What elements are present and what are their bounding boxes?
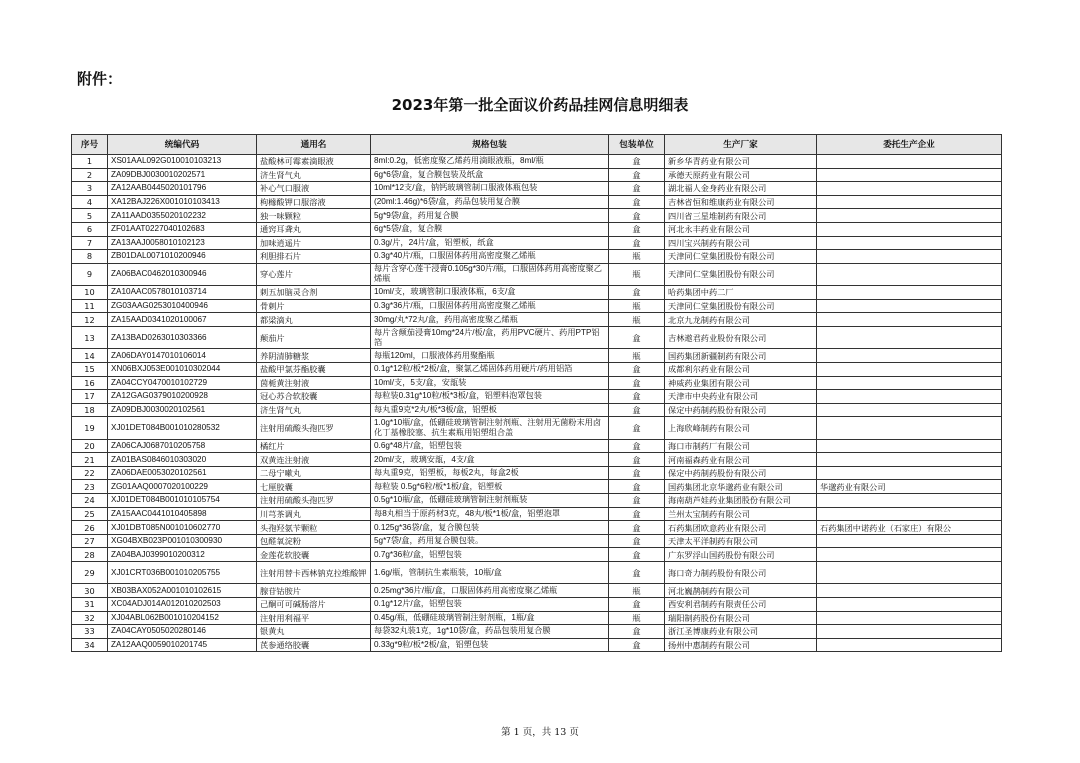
cell-code: ZA12AAB0445020101796 [108, 182, 257, 196]
document-title: 2023年第一批全面议价药品挂网信息明细表 [391, 96, 689, 114]
page-footer: 第 1 页，共 13 页 [501, 727, 579, 738]
cell-manufacturer: 吉林遨君药业股份有限公司 [665, 326, 817, 348]
cell-no: 23 [72, 480, 108, 494]
cell-spec: 每丸重9克*2丸/板*3板/盒，铝塑板 [371, 403, 609, 417]
cell-manufacturer: 瑞阳制药股份有限公司 [665, 611, 817, 625]
cell-manufacturer: 兰州太宝制药有限公司 [665, 507, 817, 521]
cell-unit: 盒 [609, 417, 665, 439]
cell-code: XN06BXJ053E001010302044 [108, 362, 257, 376]
cell-consignor [817, 548, 1002, 562]
cell-name: 注射用利福平 [257, 611, 371, 625]
cell-name: 头孢羟氨苄颗粒 [257, 521, 371, 535]
cell-name: 都梁滴丸 [257, 313, 371, 327]
cell-no: 16 [72, 376, 108, 390]
cell-name: 注射用硫酸头孢匹罗 [257, 494, 371, 508]
cell-no: 8 [72, 250, 108, 264]
cell-code: ZA06CAJ0687010205758 [108, 439, 257, 453]
cell-name: 橘红片 [257, 439, 371, 453]
cell-name: 包醛氧淀粉 [257, 534, 371, 548]
cell-consignor [817, 168, 1002, 182]
cell-no: 11 [72, 299, 108, 313]
header-spec: 规格包装 [371, 135, 609, 155]
cell-manufacturer: 国药集团北京华邈药业有限公司 [665, 480, 817, 494]
cell-unit: 盒 [609, 403, 665, 417]
cell-name: 通窍耳聋丸 [257, 222, 371, 236]
table-row [72, 299, 1002, 313]
cell-code: ZA15AAD0341020100067 [108, 313, 257, 327]
cell-manufacturer: 天津太平洋制药有限公司 [665, 534, 817, 548]
cell-no: 10 [72, 286, 108, 300]
cell-consignor [817, 299, 1002, 313]
cell-unit: 瓶 [609, 584, 665, 598]
cell-spec: 0.3g*36片/瓶，口服固体药用高密度聚乙烯瓶 [371, 299, 609, 313]
cell-manufacturer: 河北巍鹊制药有限公司 [665, 584, 817, 598]
cell-consignor [817, 376, 1002, 390]
table-row [72, 250, 1002, 264]
cell-no: 30 [72, 584, 108, 598]
cell-no: 5 [72, 209, 108, 223]
cell-code: ZA04CCY0470010102729 [108, 376, 257, 390]
cell-name: 加味逍遥片 [257, 236, 371, 250]
cell-consignor [817, 453, 1002, 467]
cell-manufacturer: 神威药业集团有限公司 [665, 376, 817, 390]
cell-code: XJ01CRT036B001010205755 [108, 562, 257, 584]
cell-code: ZA06DAY0147010106014 [108, 349, 257, 363]
table-row [72, 480, 1002, 494]
cell-consignor [817, 362, 1002, 376]
cell-code: ZB01DAL0071010200946 [108, 250, 257, 264]
cell-code: ZA04CAY0505020280146 [108, 625, 257, 639]
cell-consignor [817, 638, 1002, 652]
cell-code: XJ01DET084B001010280532 [108, 417, 257, 439]
cell-code: XA12BAJ226X001010103413 [108, 195, 257, 209]
cell-manufacturer: 广东罗浮山国药股份有限公司 [665, 548, 817, 562]
cell-name: 己酮可可碱肠溶片 [257, 598, 371, 612]
cell-consignor [817, 439, 1002, 453]
cell-no: 28 [72, 548, 108, 562]
cell-no: 31 [72, 598, 108, 612]
cell-spec: 每片含颠茄浸膏10mg*24片/板/盒，药用PVC硬片、药用PTP铝箔 [371, 326, 609, 348]
table-row [72, 286, 1002, 300]
cell-manufacturer: 四川省三星堆制药有限公司 [665, 209, 817, 223]
cell-spec: 1.0g*10瓶/盒，低硼硅玻璃管制注射剂瓶、注射用无菌粉末用卤化丁基橡胶塞、抗生素瓶用铝塑组合盖 [371, 417, 609, 439]
cell-code: ZA13BAD0263010303366 [108, 326, 257, 348]
cell-unit: 盒 [609, 236, 665, 250]
cell-unit: 盒 [609, 466, 665, 480]
cell-unit: 瓶 [609, 250, 665, 264]
table-row [72, 466, 1002, 480]
cell-consignor [817, 507, 1002, 521]
cell-code: ZA15AAC0441010405898 [108, 507, 257, 521]
cell-code: ZA12GAG0379010200928 [108, 390, 257, 404]
cell-name: 盐酸甲氯芬酯胶囊 [257, 362, 371, 376]
cell-spec: 0.25mg*36片/瓶/盒，口服固体药用高密度聚乙烯瓶 [371, 584, 609, 598]
cell-consignor [817, 466, 1002, 480]
cell-code: XB03BAX052A001010102615 [108, 584, 257, 598]
cell-spec: 0.5g*10瓶/盒，低硼硅玻璃管制注射剂瓶装 [371, 494, 609, 508]
cell-name: 二母宁嗽丸 [257, 466, 371, 480]
cell-name: 川芎茶调丸 [257, 507, 371, 521]
cell-unit: 盒 [609, 507, 665, 521]
table-row [72, 548, 1002, 562]
cell-unit: 盒 [609, 562, 665, 584]
cell-unit: 盒 [609, 598, 665, 612]
cell-spec: 1.6g/瓶，管制抗生素瓶装，10瓶/盒 [371, 562, 609, 584]
cell-consignor [817, 562, 1002, 584]
cell-manufacturer: 天津同仁堂集团股份有限公司 [665, 299, 817, 313]
cell-code: ZA09DBJ0030010202571 [108, 168, 257, 182]
cell-manufacturer: 海南葫芦娃药业集团股份有限公司 [665, 494, 817, 508]
cell-unit: 盒 [609, 195, 665, 209]
cell-name: 穿心莲片 [257, 263, 371, 285]
table-row [72, 362, 1002, 376]
table-row [72, 521, 1002, 535]
cell-consignor [817, 313, 1002, 327]
cell-code: ZG03AAG0253010400946 [108, 299, 257, 313]
cell-manufacturer: 保定中药制药股份有限公司 [665, 466, 817, 480]
cell-manufacturer: 天津市中央药业有限公司 [665, 390, 817, 404]
cell-spec: 0.3g*40片/瓶，口服固体药用高密度聚乙烯瓶 [371, 250, 609, 264]
cell-no: 2 [72, 168, 108, 182]
cell-manufacturer: 海口市制药厂有限公司 [665, 439, 817, 453]
table-row [72, 417, 1002, 439]
cell-spec: 每8丸相当于原药材3克，48丸/板*1板/盒，铝塑泡罩 [371, 507, 609, 521]
cell-consignor [817, 195, 1002, 209]
cell-no: 12 [72, 313, 108, 327]
cell-name: 双黄连注射液 [257, 453, 371, 467]
table-row [72, 439, 1002, 453]
cell-unit: 盒 [609, 376, 665, 390]
cell-unit: 盒 [609, 534, 665, 548]
cell-spec: 5g*9袋/盒，药用复合膜 [371, 209, 609, 223]
cell-unit: 盒 [609, 521, 665, 535]
table-row [72, 390, 1002, 404]
table-row [72, 155, 1002, 169]
cell-name: 养阴清肺糖浆 [257, 349, 371, 363]
cell-no: 19 [72, 417, 108, 439]
cell-consignor [817, 349, 1002, 363]
cell-spec: 5g*7袋/盒，药用复合膜包装。 [371, 534, 609, 548]
table-row [72, 195, 1002, 209]
cell-name: 七厘胶囊 [257, 480, 371, 494]
table-row [72, 263, 1002, 285]
cell-consignor [817, 236, 1002, 250]
cell-consignor [817, 222, 1002, 236]
cell-manufacturer: 湖北福人金身药业有限公司 [665, 182, 817, 196]
header-consignor: 委托生产企业 [817, 135, 1002, 155]
cell-spec: 10ml/支，玻璃管制口服液体瓶，6支/盒 [371, 286, 609, 300]
cell-name: 注射用硫酸头孢匹罗 [257, 417, 371, 439]
cell-name: 腺苷钴胺片 [257, 584, 371, 598]
cell-consignor [817, 417, 1002, 439]
cell-unit: 瓶 [609, 349, 665, 363]
cell-spec: 0.6g*48片/盒，铝塑包装 [371, 439, 609, 453]
cell-no: 32 [72, 611, 108, 625]
cell-manufacturer: 四川宝兴制药有限公司 [665, 236, 817, 250]
table-row [72, 494, 1002, 508]
cell-no: 14 [72, 349, 108, 363]
cell-name: 冠心苏合软胶囊 [257, 390, 371, 404]
cell-unit: 瓶 [609, 313, 665, 327]
cell-manufacturer: 河南福森药业有限公司 [665, 453, 817, 467]
header-code: 统编代码 [108, 135, 257, 155]
cell-no: 27 [72, 534, 108, 548]
cell-no: 26 [72, 521, 108, 535]
cell-code: ZA09DBJ0030020102561 [108, 403, 257, 417]
cell-consignor [817, 403, 1002, 417]
cell-spec: 每粒装 0.5g*6粒/板*1板/盒，铝塑板 [371, 480, 609, 494]
cell-code: ZF01AAT0227040102683 [108, 222, 257, 236]
cell-name: 利胆排石片 [257, 250, 371, 264]
cell-no: 33 [72, 625, 108, 639]
cell-no: 34 [72, 638, 108, 652]
cell-unit: 盒 [609, 168, 665, 182]
cell-spec: 0.33g*9粒/板*2板/盒，铝塑包装 [371, 638, 609, 652]
cell-code: ZA13AAJ0058010102123 [108, 236, 257, 250]
cell-spec: 每粒装0.31g*10粒/板*3板/盒，铝塑料泡罩包装 [371, 390, 609, 404]
cell-consignor [817, 209, 1002, 223]
table-row [72, 598, 1002, 612]
header-unit: 包装单位 [609, 135, 665, 155]
cell-no: 29 [72, 562, 108, 584]
cell-no: 22 [72, 466, 108, 480]
cell-spec: 8ml:0.2g，低密度聚乙烯药用滴眼液瓶，8ml/瓶 [371, 155, 609, 169]
cell-spec: (20ml:1.46g)*6袋/盒，药品包装用复合膜 [371, 195, 609, 209]
cell-manufacturer: 扬州中惠制药有限公司 [665, 638, 817, 652]
cell-unit: 盒 [609, 480, 665, 494]
table-row [72, 403, 1002, 417]
cell-manufacturer: 西安利君制药有限责任公司 [665, 598, 817, 612]
cell-manufacturer: 海口奇力制药股份有限公司 [665, 562, 817, 584]
cell-manufacturer: 吉林省恒和维康药业有限公司 [665, 195, 817, 209]
table-row [72, 168, 1002, 182]
cell-name: 芪参通络胶囊 [257, 638, 371, 652]
cell-code: ZA06BAC0462010300946 [108, 263, 257, 285]
header-no: 序号 [72, 135, 108, 155]
cell-spec: 30mg/丸*72丸/盒，药用高密度聚乙烯瓶 [371, 313, 609, 327]
cell-no: 3 [72, 182, 108, 196]
cell-name: 注射用替卡西林钠克拉维酸钾 [257, 562, 371, 584]
cell-unit: 盒 [609, 625, 665, 639]
cell-manufacturer: 天津同仁堂集团股份有限公司 [665, 250, 817, 264]
cell-spec: 0.7g*36粒/盒，铝塑包装 [371, 548, 609, 562]
cell-consignor [817, 182, 1002, 196]
cell-no: 1 [72, 155, 108, 169]
header-name: 通用名 [257, 135, 371, 155]
cell-spec: 每片含穿心莲干浸膏0.105g*30片/瓶，口服固体药用高密度聚乙烯瓶 [371, 263, 609, 285]
cell-code: ZA10AAC0578010103714 [108, 286, 257, 300]
cell-code: ZG01AAQ0007020100229 [108, 480, 257, 494]
cell-no: 15 [72, 362, 108, 376]
table-row [72, 638, 1002, 652]
cell-manufacturer: 石药集团欧意药业有限公司 [665, 521, 817, 535]
cell-name: 盐酸林可霉素滴眼液 [257, 155, 371, 169]
cell-code: XS01AAL092G010010103213 [108, 155, 257, 169]
table-row [72, 611, 1002, 625]
table-row [72, 326, 1002, 348]
cell-manufacturer: 河北永丰药业有限公司 [665, 222, 817, 236]
cell-spec: 每瓶120ml，口服液体药用聚酯瓶 [371, 349, 609, 363]
cell-manufacturer: 成都利尔药业有限公司 [665, 362, 817, 376]
cell-no: 21 [72, 453, 108, 467]
cell-consignor [817, 155, 1002, 169]
cell-no: 9 [72, 263, 108, 285]
cell-consignor [817, 625, 1002, 639]
cell-code: XJ01DET084B001010105754 [108, 494, 257, 508]
cell-name: 颠茄片 [257, 326, 371, 348]
cell-name: 茵栀黄注射液 [257, 376, 371, 390]
cell-spec: 每丸重9克，铝塑板，每板2丸，每盒2板 [371, 466, 609, 480]
table-row [72, 209, 1002, 223]
cell-spec: 每袋32丸装1克，1g*10袋/盒，药品包装用复合膜 [371, 625, 609, 639]
cell-spec: 0.45g/瓶，低硼硅玻璃管制注射剂瓶，1瓶/盒 [371, 611, 609, 625]
cell-name: 独一味颗粒 [257, 209, 371, 223]
cell-consignor [817, 611, 1002, 625]
cell-name: 补心气口服液 [257, 182, 371, 196]
cell-no: 25 [72, 507, 108, 521]
cell-spec: 0.3g/片，24片/盒，铝塑板，纸盒 [371, 236, 609, 250]
table-row [72, 236, 1002, 250]
cell-name: 刺五加脑灵合剂 [257, 286, 371, 300]
cell-unit: 盒 [609, 182, 665, 196]
cell-spec: 0.125g*36袋/盒，复合膜包装 [371, 521, 609, 535]
cell-consignor [817, 494, 1002, 508]
table-row [72, 534, 1002, 548]
cell-spec: 0.1g*12片/盒，铝塑包装 [371, 598, 609, 612]
table-row [72, 625, 1002, 639]
table-row [72, 376, 1002, 390]
cell-manufacturer: 哈药集团中药二厂 [665, 286, 817, 300]
cell-consignor [817, 534, 1002, 548]
cell-code: XC04ADJ014A012010202503 [108, 598, 257, 612]
cell-code: XJ04ABL062B001010204152 [108, 611, 257, 625]
table-row [72, 507, 1002, 521]
cell-consignor: 石药集团中诺药业（石家庄）有限公 [817, 521, 1002, 535]
cell-code: ZA04BAJ0399010200312 [108, 548, 257, 562]
cell-unit: 瓶 [609, 263, 665, 285]
cell-unit: 盒 [609, 453, 665, 467]
header-row [72, 135, 1002, 155]
cell-unit: 盒 [609, 548, 665, 562]
attachment-label: 附件： [77, 70, 123, 88]
cell-manufacturer: 保定中药制药股份有限公司 [665, 403, 817, 417]
cell-manufacturer: 北京九龙制药有限公司 [665, 313, 817, 327]
table-body [72, 155, 1002, 652]
cell-code: XJ01DBT085N001010602770 [108, 521, 257, 535]
cell-unit: 盒 [609, 326, 665, 348]
cell-no: 24 [72, 494, 108, 508]
table-row [72, 313, 1002, 327]
cell-spec: 0.1g*12粒/板*2板/盒，聚氯乙烯固体药用硬片/药用铝箔 [371, 362, 609, 376]
cell-spec: 20ml/支，玻璃安瓿，4支/盒 [371, 453, 609, 467]
cell-unit: 盒 [609, 390, 665, 404]
cell-consignor [817, 390, 1002, 404]
header-manufacturer: 生产厂家 [665, 135, 817, 155]
cell-code: ZA11AAD0355020102232 [108, 209, 257, 223]
cell-unit: 盒 [609, 286, 665, 300]
cell-name: 骨刺片 [257, 299, 371, 313]
cell-unit: 瓶 [609, 611, 665, 625]
cell-consignor [817, 598, 1002, 612]
cell-no: 7 [72, 236, 108, 250]
cell-manufacturer: 国药集团新疆制药有限公司 [665, 349, 817, 363]
cell-no: 20 [72, 439, 108, 453]
cell-unit: 盒 [609, 638, 665, 652]
cell-manufacturer: 浙江圣博康药业有限公司 [665, 625, 817, 639]
cell-manufacturer: 承德天原药业有限公司 [665, 168, 817, 182]
cell-consignor: 华邈药业有限公司 [817, 480, 1002, 494]
cell-consignor [817, 263, 1002, 285]
cell-consignor [817, 584, 1002, 598]
cell-spec: 6g*5袋/盒，复合膜 [371, 222, 609, 236]
cell-code: ZA06DAE0053020102561 [108, 466, 257, 480]
cell-no: 17 [72, 390, 108, 404]
cell-spec: 6g*6袋/盒，复合膜包装及纸盒 [371, 168, 609, 182]
table-row [72, 222, 1002, 236]
cell-unit: 盒 [609, 209, 665, 223]
cell-manufacturer: 天津同仁堂集团股份有限公司 [665, 263, 817, 285]
cell-name: 济生肾气丸 [257, 403, 371, 417]
cell-no: 4 [72, 195, 108, 209]
cell-manufacturer: 新乡华青药业有限公司 [665, 155, 817, 169]
cell-name: 济生肾气丸 [257, 168, 371, 182]
cell-unit: 盒 [609, 155, 665, 169]
table-row [72, 562, 1002, 584]
table-row [72, 182, 1002, 196]
cell-spec: 10ml/支，5支/盒，安瓿装 [371, 376, 609, 390]
cell-code: ZA12AAQ0059010201745 [108, 638, 257, 652]
table-row [72, 453, 1002, 467]
cell-unit: 盒 [609, 362, 665, 376]
cell-code: XG04BXB023P001010300930 [108, 534, 257, 548]
cell-consignor [817, 250, 1002, 264]
cell-no: 13 [72, 326, 108, 348]
cell-no: 18 [72, 403, 108, 417]
cell-manufacturer: 上海欣峰制药有限公司 [665, 417, 817, 439]
cell-name: 金莲花软胶囊 [257, 548, 371, 562]
cell-code: ZA01BAS0846010303020 [108, 453, 257, 467]
cell-name: 枸橼酸钾口服溶液 [257, 195, 371, 209]
table-row [72, 349, 1002, 363]
cell-no: 6 [72, 222, 108, 236]
cell-unit: 盒 [609, 439, 665, 453]
cell-consignor [817, 326, 1002, 348]
table-row [72, 584, 1002, 598]
cell-name: 银黄丸 [257, 625, 371, 639]
cell-spec: 10ml*12支/盒，钠钙玻璃管制口服液体瓶包装 [371, 182, 609, 196]
cell-unit: 盒 [609, 222, 665, 236]
cell-unit: 瓶 [609, 299, 665, 313]
drug-listing-table [71, 134, 1002, 652]
cell-consignor [817, 286, 1002, 300]
cell-unit: 盒 [609, 494, 665, 508]
